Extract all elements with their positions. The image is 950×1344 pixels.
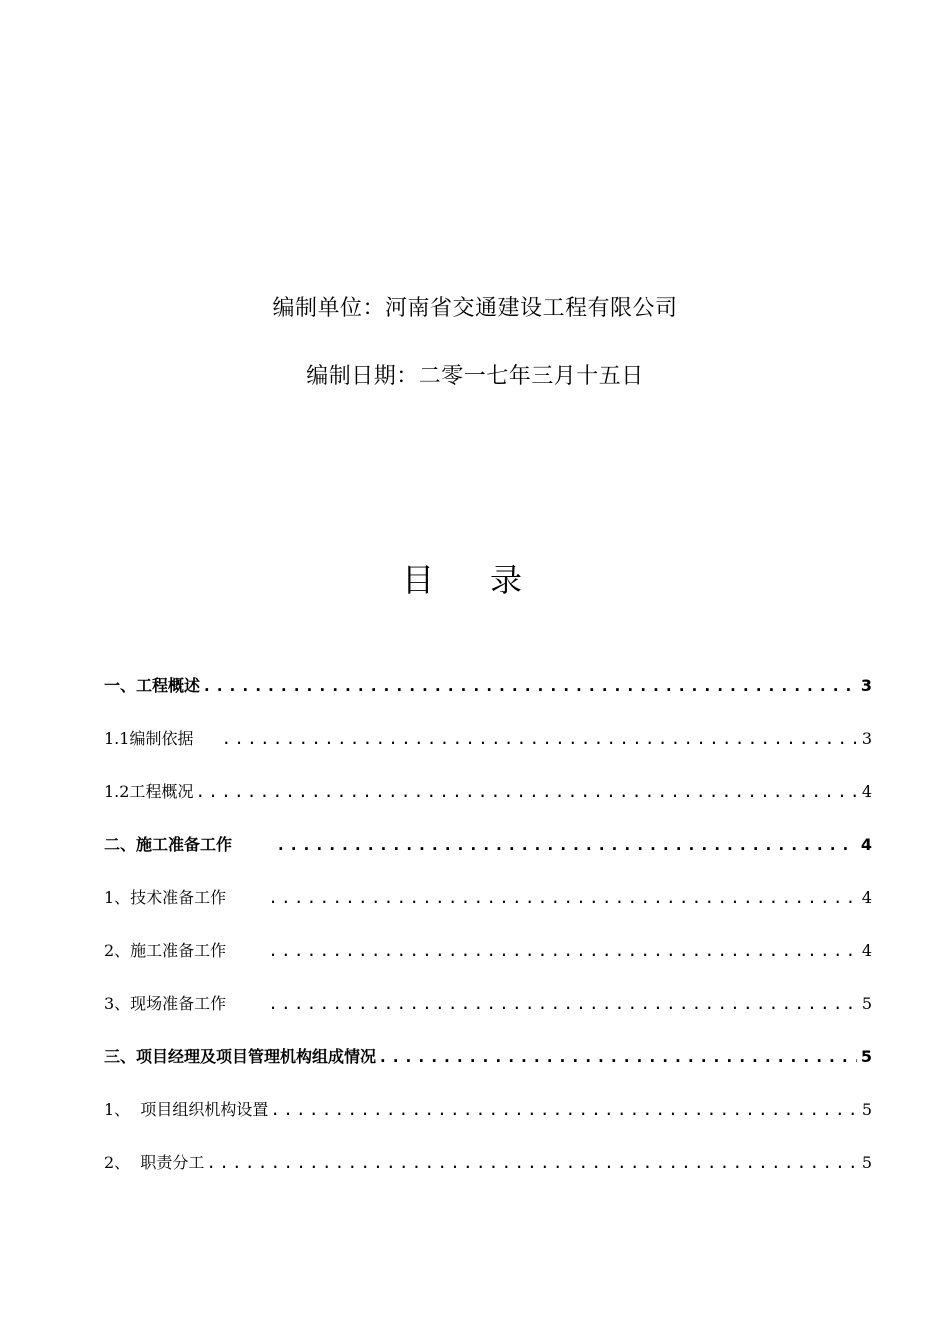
toc-entry[interactable]	[104, 1148, 872, 1201]
toc-leader-dots	[276, 830, 857, 860]
toc-entry-label: 3、现场准备工作	[104, 994, 227, 1013]
toc-entry-label: 三、项目经理及项目管理机构组成情况	[104, 1047, 377, 1066]
toc-entry[interactable]	[104, 671, 872, 724]
toc-entry-label: 1.2工程概况	[104, 782, 194, 801]
toc-entry-label: 2、施工准备工作	[104, 941, 227, 960]
toc-entry[interactable]	[104, 830, 872, 883]
toc-leader-dots	[268, 883, 858, 913]
toc-entry[interactable]	[104, 883, 872, 936]
toc-entry[interactable]	[104, 777, 872, 830]
toc-leader-dots	[195, 777, 857, 807]
toc-entry-label: 1、 项目组织机构设置	[104, 1100, 269, 1119]
toc-entry-label: 一、工程概述	[104, 676, 201, 695]
toc-entry-page-number: 4	[861, 888, 872, 907]
toc-leader-dots	[378, 1042, 857, 1072]
toc-entry-page-number: 4	[860, 835, 872, 854]
toc-entry[interactable]	[104, 989, 872, 1042]
toc-leader-dots	[206, 1148, 857, 1178]
compiling-date: 编制日期：二零一七年三月十五日	[306, 364, 644, 389]
toc-leader-dots	[268, 989, 858, 1019]
toc-entry[interactable]	[104, 724, 872, 777]
toc-entry-page-number: 4	[861, 782, 872, 801]
toc-leader-dots	[270, 1095, 857, 1125]
toc-entry[interactable]	[104, 936, 872, 989]
toc-entry-page-number: 3	[861, 729, 872, 748]
toc-title: 目录	[401, 561, 578, 599]
toc-leader-dots	[202, 671, 857, 701]
toc-entry-page-number: 5	[860, 1047, 872, 1066]
toc-leader-dots	[268, 936, 858, 966]
toc-entry-label: 2、 职责分工	[104, 1153, 205, 1172]
toc-entry-page-number: 5	[861, 1100, 872, 1119]
table-of-contents	[104, 671, 872, 1201]
toc-entry[interactable]	[104, 1095, 872, 1148]
toc-leader-dots	[221, 724, 857, 754]
toc-entry-page-number: 5	[861, 1153, 872, 1172]
toc-entry[interactable]	[104, 1042, 872, 1095]
toc-entry-page-number: 4	[861, 941, 872, 960]
toc-entry-label: 1、技术准备工作	[104, 888, 227, 907]
toc-entry-page-number: 3	[860, 676, 872, 695]
toc-entry-label: 1.1编制依据	[104, 729, 194, 748]
compiling-unit: 编制单位：河南省交通建设工程有限公司	[272, 296, 678, 321]
toc-entry-label: 二、施工准备工作	[104, 835, 233, 854]
toc-entry-page-number: 5	[861, 994, 872, 1013]
